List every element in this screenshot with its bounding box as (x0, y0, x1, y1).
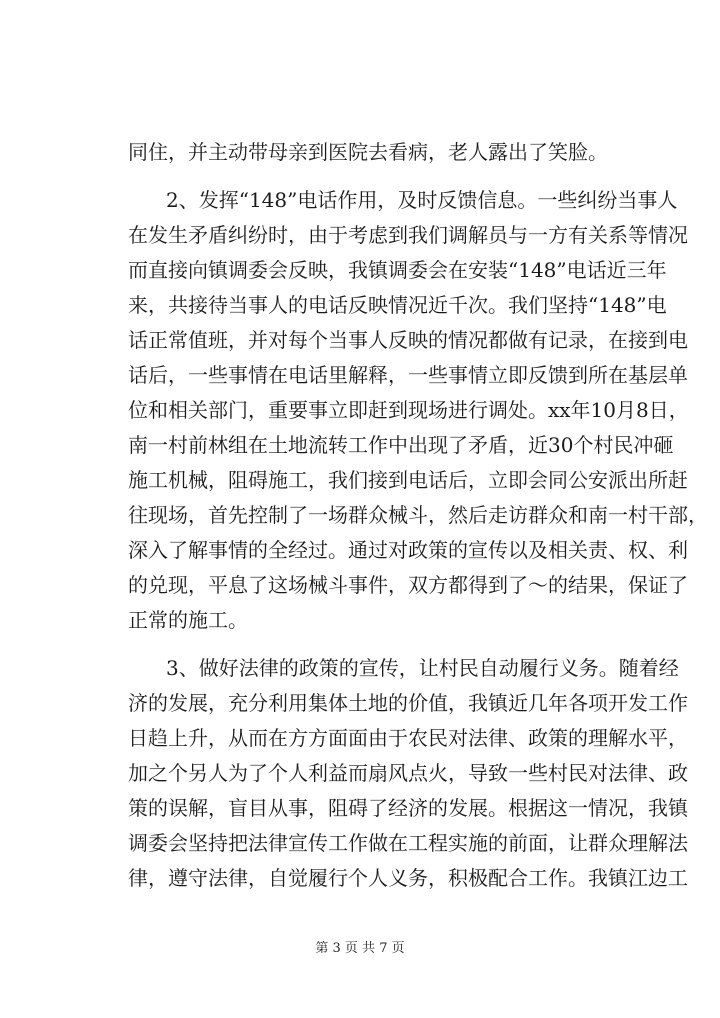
text-line: 日趋上升，从而在方方面面由于农民对法律、政策的理解水平， (128, 726, 688, 750)
text-line: 加之个另人为了个人利益而扇风点火，导致一些村民对法律、政 (128, 761, 688, 785)
text-line: 正常的施工。 (128, 608, 248, 632)
text-line: 的兑现，平息了这场械斗事件，双方都得到了～的结果，保证了 (128, 573, 688, 597)
page-footer: 第 3 页 共 7 页 (315, 941, 405, 956)
text-line: 深入了解事情的全经过。通过对政策的宣传以及相关责、权、利 (128, 538, 688, 562)
paragraph-start-line: 3、做好法律的政策的宣传，让村民自动履行义务。随着经 (166, 656, 679, 680)
text-line: 律，遵守法律，自觉履行个人义务，积极配合工作。我镇江边工 (128, 866, 688, 890)
text-line: 往现场，首先控制了一场群众械斗，然后走访群众和南一村干部， (128, 503, 708, 527)
text-line: 而直接向镇调委会反映，我镇调委会在安装“148”电话近三年 (128, 258, 667, 282)
text-line: 同住，并主动带母亲到医院去看病，老人露出了笑脸。 (128, 140, 608, 164)
text-line: 在发生矛盾纠纷时，由于考虑到我们调解员与一方有关系等情况 (128, 223, 688, 247)
paragraph-start-line: 2、发挥“148”电话作用，及时反馈信息。一些纠纷当事人 (166, 188, 678, 212)
text-line: 策的误解，盲目从事，阻碍了经济的发展。根据这一情况，我镇 (128, 796, 688, 820)
text-line: 话正常值班，并对每个当事人反映的情况都做有记录，在接到电 (128, 328, 688, 352)
text-line: 来，共接待当事人的电话反映情况近千次。我们坚持“148”电 (128, 293, 667, 317)
text-line: 位和相关部门，重要事立即赶到现场进行调处。xx年10月8日， (128, 398, 689, 422)
text-line: 施工机械，阻碍施工，我们接到电话后，立即会同公安派出所赶 (128, 468, 688, 492)
text-line: 话后，一些事情在电话里解释，一些事情立即反馈到所在基层单 (128, 363, 688, 387)
text-line: 南一村前林组在土地流转工作中出现了矛盾，近30个村民冲砸 (128, 433, 674, 457)
text-line: 调委会坚持把法律宣传工作做在工程实施的前面，让群众理解法 (128, 831, 688, 855)
text-line: 济的发展，充分利用集体土地的价值，我镇近几年各项开发工作 (128, 691, 688, 715)
